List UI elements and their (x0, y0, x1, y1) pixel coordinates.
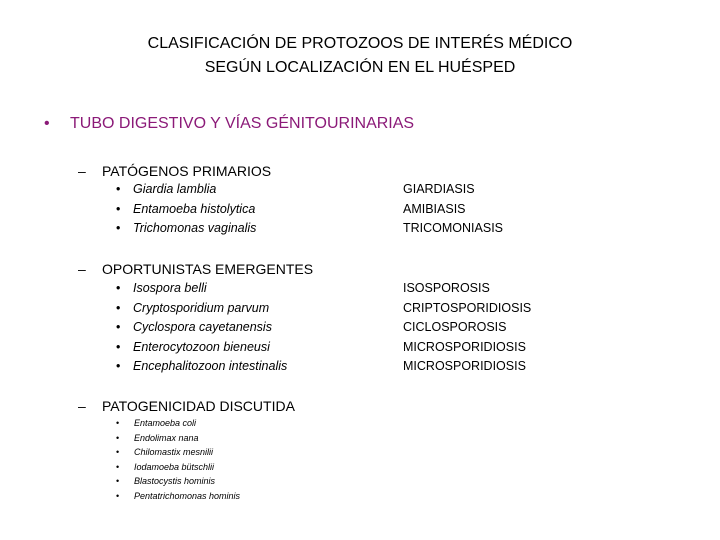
slide-title (0, 32, 720, 80)
group-heading-disputed (78, 397, 295, 415)
list-item: • Entamoeba coli (116, 416, 240, 431)
list-item: • Isospora belli (116, 279, 287, 299)
list-item: • Blastocystis hominis (116, 474, 240, 489)
list-item: • Entamoeba histolytica (116, 200, 256, 220)
section-bullet: • (44, 115, 50, 132)
list-item: MICROSPORIDIOSIS (403, 359, 526, 373)
disease-list-opportunistic (403, 279, 531, 377)
group-heading-primary (78, 162, 271, 180)
group-label: PATOGENICIDAD DISCUTIDA (102, 398, 295, 414)
title-line-2: SEGÚN LOCALIZACIÓN EN EL HUÉSPED (204, 59, 516, 76)
group-label: PATÓGENOS PRIMARIOS (102, 163, 272, 179)
title-line-1: CLASIFICACIÓN DE PROTOZOOS DE INTERÉS MÉDICO (147, 35, 573, 52)
group-label: OPORTUNISTAS EMERGENTES (102, 261, 314, 277)
group-dash: – (78, 163, 86, 179)
list-item: • Iodamoeba bütschlii (116, 460, 240, 475)
organism-list-disputed (116, 416, 240, 503)
list-item: CICLOSPOROSIS (403, 320, 507, 334)
organism-list-primary (116, 180, 256, 239)
list-item: • Endolimax nana (116, 431, 240, 446)
list-item: • Trichomonas vaginalis (116, 219, 256, 239)
list-item: • Pentatrichomonas hominis (116, 489, 240, 504)
group-dash: – (78, 261, 86, 277)
list-item: AMIBIASIS (403, 201, 466, 216)
list-item: • Encephalitozoon intestinalis (116, 357, 287, 377)
list-item: GIARDIASIS (403, 182, 475, 196)
group-heading-opportunistic (78, 260, 313, 278)
group-dash: – (78, 398, 86, 414)
list-item: • Chilomastix mesnilii (116, 445, 240, 460)
list-item: CRIPTOSPORIDIOSIS (403, 300, 532, 315)
section-label: TUBO DIGESTIVO Y VÍAS GÉNITOURINARIAS (70, 115, 415, 132)
list-item: ISOSPOROSIS (403, 281, 490, 295)
list-item: • Enterocytozoon bieneusi (116, 338, 287, 358)
organism-list-opportunistic (116, 279, 287, 377)
section-heading (44, 114, 414, 134)
list-item: MICROSPORIDIOSIS (403, 339, 526, 354)
disease-list-primary (403, 180, 503, 239)
list-item: • Giardia lamblia (116, 180, 256, 200)
list-item: • Cryptosporidium parvum (116, 299, 287, 319)
list-item: TRICOMONIASIS (403, 221, 504, 235)
list-item: • Cyclospora cayetanensis (116, 318, 287, 338)
